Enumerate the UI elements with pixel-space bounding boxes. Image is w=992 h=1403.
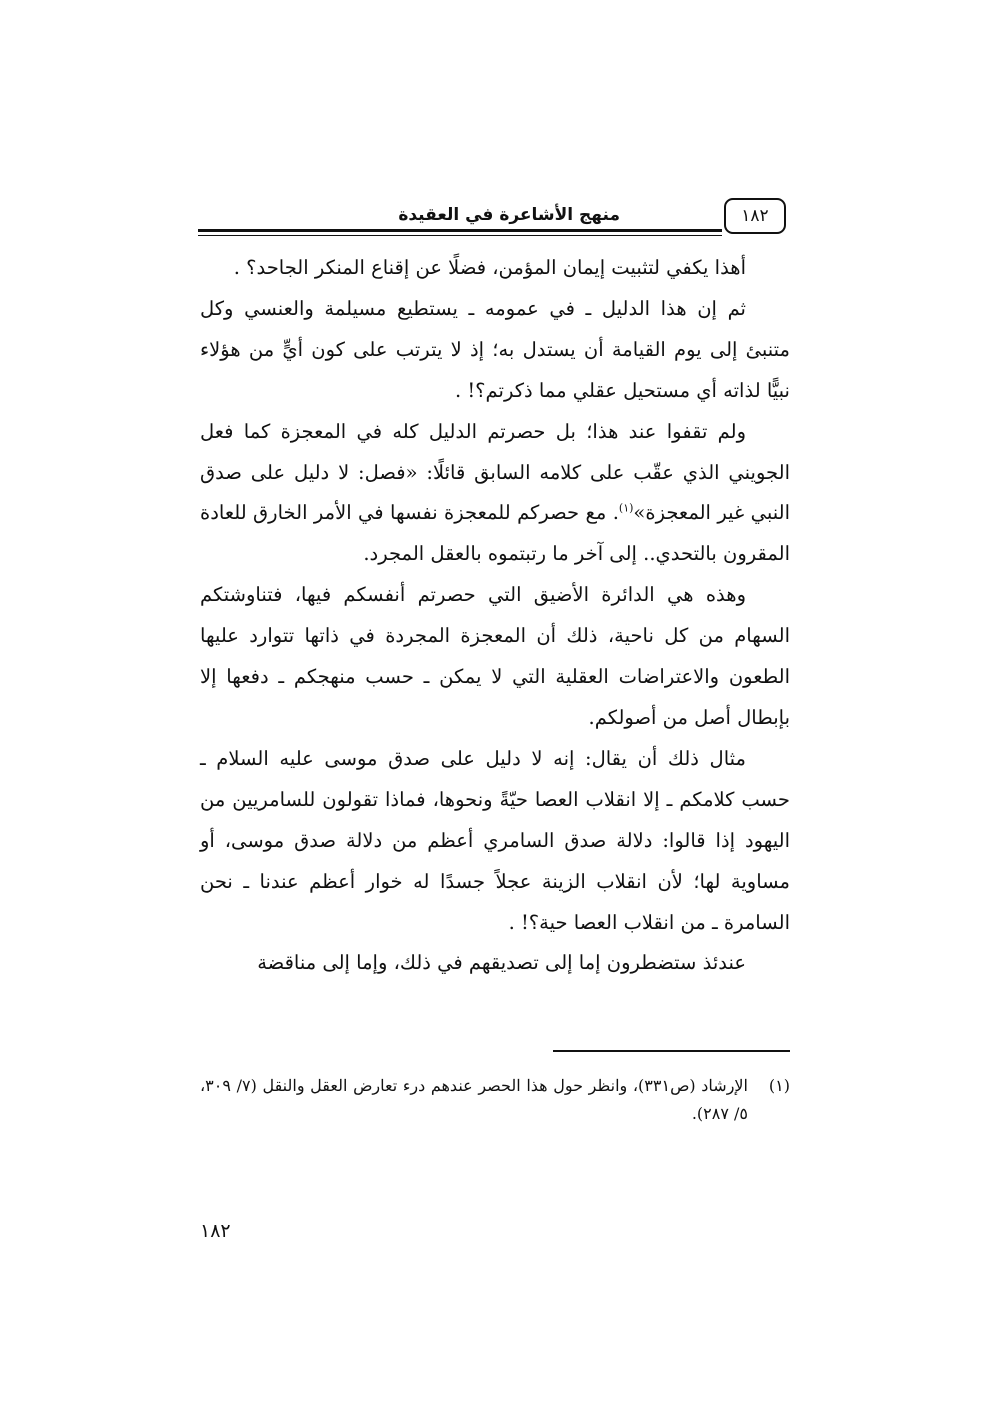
paragraph-5: مثال ذلك أن يقال: إنه لا دليل على صدق موسى عليه السلام ـ حسب كلامكم ـ إلا انقلاب العصا حيّةً ونحوها، فماذا تقولون للسامريين من اليهود إذا قالوا: دلالة صدق السامري أعظم من دلالة صدق موسى، أو مساوية لها؛ لأن انقلاب الزينة عجلاً جسدًا له خوار أعظم عندنا ـ نحن السامرة ـ من انقلاب العصا حية؟! . (200, 746, 790, 934)
paragraph-3-text-b: . مع حصركم للمعجزة نفسها في الأمر الخارق للعادة المقرون بالتحدي.. إلى آخر ما رتبتموه بالعقل المجرد. (200, 501, 790, 566)
paragraph-1: أهذا يكفي لتثبيت إيمان المؤمن، فضلًا عن إقناع المنكر الجاحد؟ . (233, 256, 746, 279)
header-rule-thin (198, 235, 722, 236)
paragraph-2: ثم إن هذا الدليل ـ في عمومه ـ يستطيع مسيلمة والعنسي وكل متنبئ إلى يوم القيامة أن يستدل به؛ إذ لا يترتب على كون أيٍّ من هؤلاء نبيًّا لذاته أي مستحيل عقلي مما ذكرتم؟! . (200, 296, 790, 402)
paragraph-6: عندئذ ستضطرون إما إلى تصديقهم في ذلك، وإما إلى مناقضة (257, 951, 746, 975)
body-text (200, 248, 790, 984)
running-title: منهج الأشاعرة في العقيدة (398, 205, 620, 225)
page-header (198, 198, 790, 242)
paragraph-3-text-a: ولم تقفوا عند هذا؛ بل حصرتم الدليل كله في المعجزة كما فعل الجويني الذي عقّب على كلامه السابق قائلًا: «فصل: لا دليل على صدق النبي غير المعجزة» (200, 419, 790, 525)
page-number: ١٨٢ (200, 1220, 231, 1242)
footnote-separator (553, 1050, 790, 1052)
footnote-reference[interactable]: (١) (618, 501, 634, 515)
header-rule-thick (198, 229, 722, 232)
footnote-number: (١) (768, 1076, 790, 1095)
footnote-text: الإرشاد (ص٣٣١)، وانظر حول هذا الحصر عندهم درء تعارض العقل والنقل (٧/ ٣٠٩، ٥/ ٢٨٧). (200, 1076, 749, 1123)
footnote (200, 1072, 790, 1128)
paragraph-4: وهذه هي الدائرة الأضيق التي حصرتم أنفسكم فيها، فتناوشتكم السهام من كل ناحية، ذلك أن المعجزة المجردة في ذاتها تتوارد عليها الطعون والاعتراضات العقلية التي لا يمكن ـ حسب منهجكم ـ دفعها إلا بإبطال أصل من أصولكم. (200, 583, 790, 729)
paragraph-3 (200, 412, 790, 576)
header-page-number: ١٨٢ (724, 198, 786, 234)
